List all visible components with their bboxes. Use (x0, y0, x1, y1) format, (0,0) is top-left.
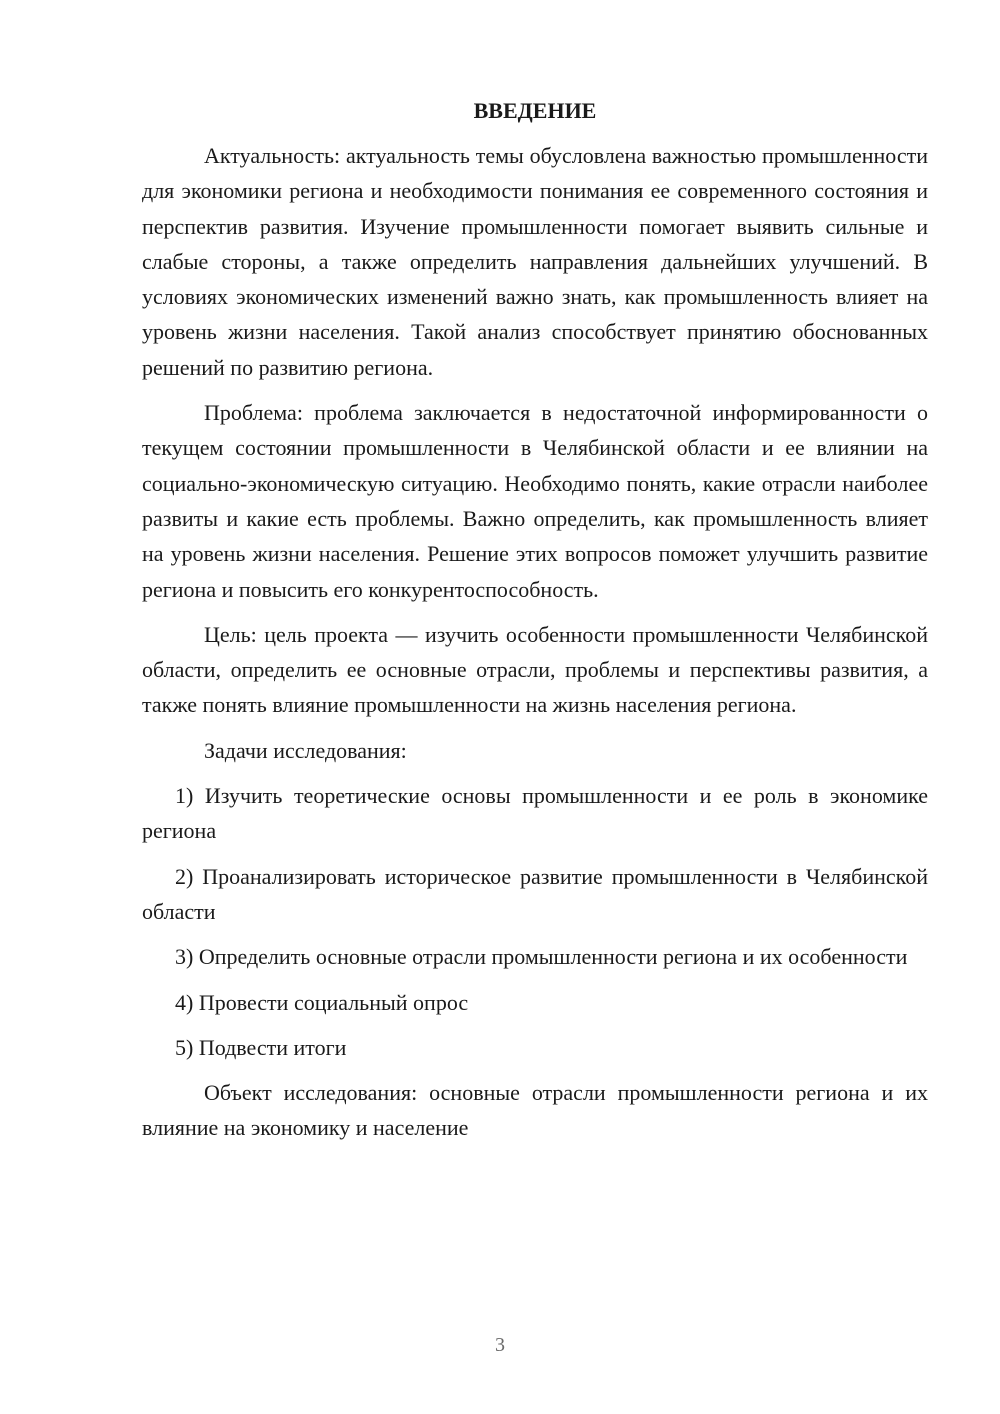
page-content (142, 96, 928, 1156)
page-title: ВВЕДЕНИЕ (473, 98, 597, 123)
task-item-1: 1) Изучить теоретические основы промышленности и ее роль в экономике региона (142, 783, 928, 844)
task-item-4: 4) Провести социальный опрос (175, 989, 469, 1015)
task-item-3: 3) Определить основные отрасли промышленности региона и их особенности (175, 944, 908, 970)
paragraph-relevance: Актуальность: актуальность темы обусловлена важностью промышленности для экономики региона и необходимости понимания ее современного состояния и перспектив развития. Изучение промышленности помогает выявить сильные и слабые стороны, а также определить направления дальнейших улучшений. В условиях экономических изменений важно знать, как промышленность влияет на уровень жизни населения. Такой анализ способствует принятию обоснованных решений по развитию региона. (142, 143, 928, 380)
task-item-2: 2) Проанализировать историческое развитие промышленности в Челябинской области (142, 863, 928, 924)
paragraph-object: Объект исследования: основные отрасли промышленности региона и их влияние на экономику и население (142, 1080, 928, 1141)
paragraph-goal: Цель: цель проекта — изучить особенности промышленности Челябинской области, определить ее основные отрасли, проблемы и перспективы развития, а также понять влияние промышленности на жизнь населения региона. (142, 621, 928, 718)
tasks-heading: Задачи исследования: (204, 737, 407, 763)
task-item-5: 5) Подвести итоги (175, 1034, 347, 1060)
paragraph-problem: Проблема: проблема заключается в недостаточной информированности о текущем состоянии промышленности в Челябинской области и ее влиянии на социально-экономическую ситуацию. Необходимо понять, какие отрасли наиболее развиты и какие есть проблемы. Важно определить, как промышленность влияет на уровень жизни населения. Решение этих вопросов поможет улучшить развитие региона и повысить его конкурентоспособность. (142, 400, 928, 602)
page-number: 3 (495, 1334, 505, 1356)
